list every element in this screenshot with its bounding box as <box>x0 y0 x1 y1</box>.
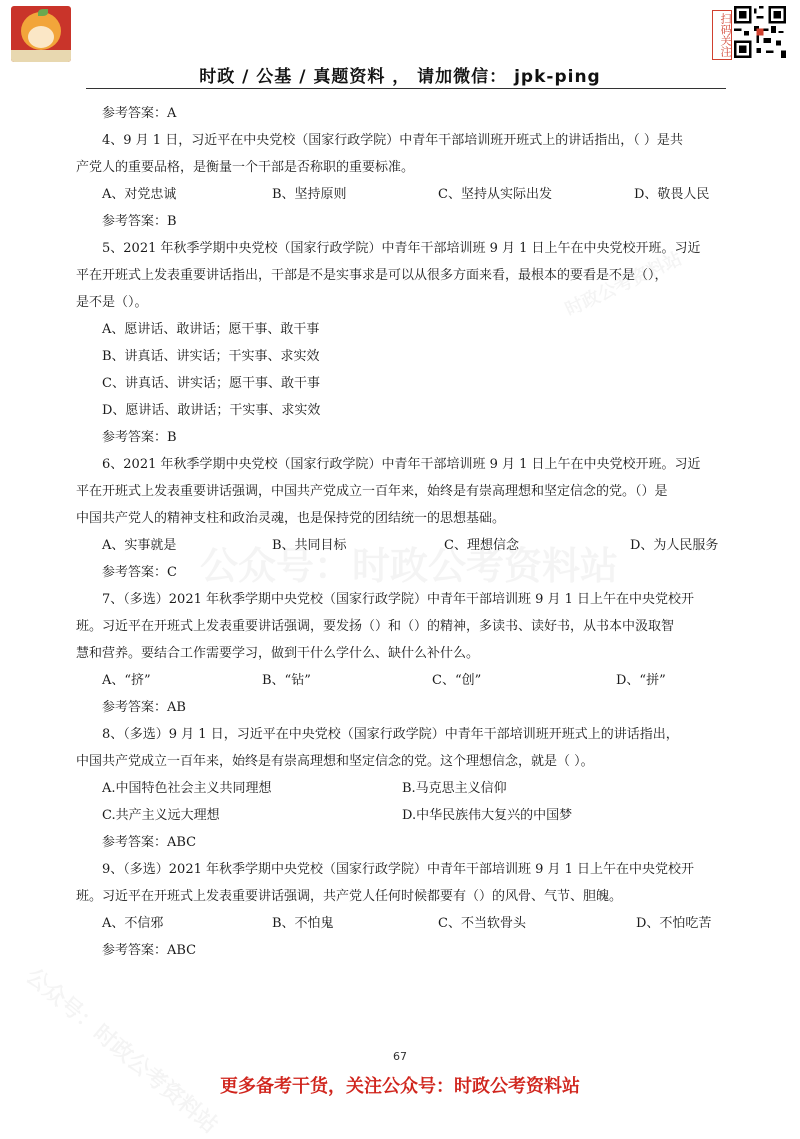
question-text: 5、2021 年秋季学期中央党校（国家行政学院）中青年干部培训班 9 月 1 日上午在中央党校开班。习近 <box>102 241 701 256</box>
option-d: D、愿讲话、敢讲话；干实事、求实效 <box>102 403 321 418</box>
option-row <box>76 775 728 802</box>
option-a: A、愿讲话、敢讲话；愿干事、敢干事 <box>102 322 320 337</box>
option-a: A、实事就是 <box>102 538 177 553</box>
answer-text: 参考答案：A <box>102 106 177 121</box>
question-text: 9、（多选）2021 年秋季学期中央党校（国家行政学院）中青年干部培训班 9 月 1 日上午在中央党校开 <box>102 862 695 877</box>
answer-text: 参考答案：ABC <box>102 835 197 850</box>
option-d: D、“拼” <box>616 673 666 688</box>
question-content <box>76 100 728 964</box>
option-c: C、理想信念 <box>444 538 519 553</box>
option-d: D、敬畏人民 <box>634 187 710 202</box>
question-text: 平在开班式上发表重要讲话强调，中国共产党成立一百年来，始终是有崇高理想和坚定信念的党。（）是 <box>76 484 668 499</box>
answer-text: 参考答案：B <box>102 430 177 445</box>
footer-banner: 更多备考干货，关注公众号：时政公考资料站 <box>220 1076 580 1097</box>
header-title: 时政 / 公基 / 真题资料 ， 请加微信： jpk-ping <box>199 67 601 87</box>
option-c: C.共产主义远大理想 <box>102 808 220 823</box>
question-text: 产党人的重要品格，是衡量一个干部是否称职的重要标准。 <box>76 160 415 175</box>
header-divider <box>86 88 726 89</box>
option-c: C、坚持从实际出发 <box>438 187 552 202</box>
option-a: A、“挤” <box>102 673 151 688</box>
option-b: B、共同目标 <box>272 538 347 553</box>
answer-text: 参考答案：B <box>102 214 177 229</box>
option-c: C、不当软骨头 <box>438 916 526 931</box>
option-b: B、坚持原则 <box>272 187 347 202</box>
option-d: D.中华民族伟大复兴的中国梦 <box>402 808 573 823</box>
option-b: B.马克思主义信仰 <box>402 781 507 796</box>
option-row <box>76 910 728 937</box>
question-text: 慧和营养。要结合工作需要学习，做到干什么学什么、缺什么补什么。 <box>76 646 480 661</box>
option-a: A、不信邪 <box>102 916 164 931</box>
option-c: C、讲真话、讲实话；愿干事、敢干事 <box>102 376 320 391</box>
question-text: 8、（多选）9 月 1 日，习近平在中央党校（国家行政学院）中青年干部培训班开班式上的讲话指出， <box>102 727 679 742</box>
question-text: 平在开班式上发表重要讲话指出，干部是不是实事求是可以从很多方面来看，最根本的要看是不是（）， <box>76 268 668 283</box>
option-c: C、“创” <box>432 673 482 688</box>
option-d: D、为人民服务 <box>630 538 719 553</box>
question-text: 是不是（）。 <box>76 295 148 310</box>
option-b: B、“钻” <box>262 673 311 688</box>
leaf-icon <box>38 9 48 16</box>
option-a: A.中国特色社会主义共同理想 <box>102 781 272 796</box>
answer-text: 参考答案：C <box>102 565 177 580</box>
face-icon <box>28 26 54 48</box>
option-row <box>76 532 728 559</box>
question-text: 中国共产党人的精神支柱和政治灵魂，也是保持党的团结统一的思想基础。 <box>76 511 506 526</box>
question-text: 6、2021 年秋季学期中央党校（国家行政学院）中青年干部培训班 9 月 1 日上午在中央党校开班。习近 <box>102 457 701 472</box>
qr-code-icon <box>734 6 786 58</box>
question-text: 班。习近平在开班式上发表重要讲话强调，要发扬（）和（）的精神，多读书、读好书，从书本中汲取智 <box>76 619 675 634</box>
question-text: 中国共产党成立一百年来，始终是有崇高理想和坚定信念的党。这个理想信念，就是（ ）。 <box>76 754 594 769</box>
logo-base <box>11 50 71 62</box>
question-text: 班。习近平在开班式上发表重要讲话强调，共产党人任何时候都要有（）的风骨、气节、胆魄。 <box>76 889 623 904</box>
answer-text: 参考答案：ABC <box>102 943 197 958</box>
option-row <box>76 667 728 694</box>
option-b: B、不怕鬼 <box>272 916 334 931</box>
page-number: 67 <box>393 1050 407 1063</box>
answer-text: 参考答案：AB <box>102 700 186 715</box>
option-b: B、讲真话、讲实话；干实事、求实效 <box>102 349 320 364</box>
logo <box>11 6 71 62</box>
scan-follow-tag: 扫码关注 <box>712 10 732 60</box>
option-a: A、对党忠诚 <box>102 187 177 202</box>
option-row <box>76 181 728 208</box>
question-text: 7、（多选）2021 年秋季学期中央党校（国家行政学院）中青年干部培训班 9 月 1 日上午在中央党校开 <box>102 592 695 607</box>
question-text: 4、9 月 1 日，习近平在中央党校（国家行政学院）中青年干部培训班开班式上的讲话指出，（ ）是共 <box>102 133 683 148</box>
option-d: D、不怕吃苦 <box>636 916 712 931</box>
option-row <box>76 802 728 829</box>
